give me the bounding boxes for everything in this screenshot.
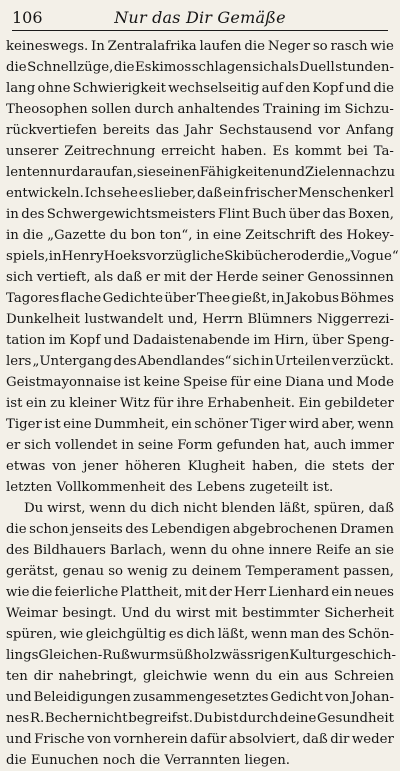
- text-line: entwickeln. Ich sehe es lieber, daß ein frischer Menschenkerl: [6, 186, 394, 201]
- header-rule: [12, 30, 388, 31]
- page-number: 106: [12, 8, 43, 27]
- text-line: lenten nur darauf an, sie seinen Fähigkeiten und Zielen nach zu: [6, 165, 396, 180]
- text-line: lings Gleichen-Rußwurm süßholzwässrigen Kulturgeschich-: [6, 648, 397, 663]
- text-line: die Eunuchen noch die Verrannten liegen.: [6, 753, 290, 768]
- paragraph: [6, 498, 397, 771]
- text-line: ten dir nahebringt, gleichwie wenn du ein aus Schreien: [6, 669, 394, 684]
- text-line: unserer Zeitrechnung erreicht haben. Es kommt bei Ta-: [6, 144, 394, 159]
- text-line: Weimar besingt. Und du wirst mit bestimmter Sicherheit: [6, 606, 394, 621]
- text-line: Tiger ist eine Dummheit, ein schöner Tiger wird aber, wenn: [6, 417, 394, 432]
- text-line: etwas von jener höheren Klugheit haben, die stets der: [6, 459, 394, 474]
- text-line: die schon jenseits des Lebendigen abgebrochenen Dramen: [6, 522, 394, 537]
- text-line: und Beleidigungen zusammengesetztes Gedicht von Johan-: [6, 690, 394, 705]
- text-line: gerätst, genau so wenig zu deinem Temperament passen,: [6, 564, 394, 579]
- text-line: spiels, in Henry Hoeks vorzügliche Skibücher oder die „Vogue“: [6, 249, 399, 264]
- text-line: des Bildhauers Barlach, wenn du ohne innere Reife an sie: [6, 543, 394, 558]
- text-line: keineswegs. In Zentralafrika laufen die Neger so rasch wie: [6, 39, 394, 54]
- text-line: in die „Gazette du bon ton“, in eine Zeitschrift des Hokey-: [6, 228, 394, 243]
- text-line: in des Schwergewichtsmeisters Flint Buch über das Boxen,: [6, 207, 394, 222]
- text-line: lers „Untergang des Abendlandes“ sich in Urteilen verzückt.: [6, 354, 394, 369]
- body-text: [6, 36, 399, 771]
- text-line: wie die feierliche Plattheit, mit der Herr Lienhard ein neues: [6, 585, 394, 600]
- text-line: Theosophen sollen durch anhaltendes Training im Sichzu-: [6, 102, 394, 117]
- text-line: nes R. Becher nicht begreifst. Du bist durch deine Gesundheit: [6, 711, 394, 726]
- text-line: und Frische von vornherein dafür absolviert, daß dir weder: [6, 732, 394, 747]
- text-line: ist ein zu kleiner Witz für ihre Erhabenheit. Ein gebildeter: [6, 396, 394, 411]
- text-line: letzten Vollkommenheit des Lebens zugeteilt ist.: [6, 480, 334, 495]
- page-header: [6, 8, 394, 28]
- text-line: sich vertieft, als daß er mit der Herde seiner Genossinnen: [6, 270, 394, 285]
- text-line: Tagores flache Gedichte über Thee gießt, in Jakobus Böhmes: [6, 291, 394, 306]
- text-line: rückvertiefen bereits das Jahr Sechstausend vor Anfang: [6, 123, 394, 138]
- paragraph: [6, 36, 399, 498]
- running-title: Nur das Dir Gemäße: [114, 8, 286, 27]
- text-line: er sich vollendet in seine Form gefunden hat, auch immer: [6, 438, 394, 453]
- text-line: lang ohne Schwierigkeit wechselseitig auf den Kopf und die: [6, 81, 394, 96]
- text-line: Du wirst, wenn du dich nicht blenden läßt, spüren, daß: [24, 501, 394, 516]
- text-line: Dunkelheit lustwandelt und, Herrn Blümners Niggerrezi-: [6, 312, 394, 327]
- text-line: die Schnellzüge, die Eskimos schlagen sich als Duell stunden-: [6, 60, 394, 75]
- text-line: spüren, wie gleichgültig es dich läßt, wenn man des Schön-: [6, 627, 394, 642]
- text-line: tation im Kopf und Dadaistenabende im Hirn, über Speng-: [6, 333, 394, 348]
- text-line: Geistmayonnaise ist keine Speise für eine Diana und Mode: [6, 375, 394, 390]
